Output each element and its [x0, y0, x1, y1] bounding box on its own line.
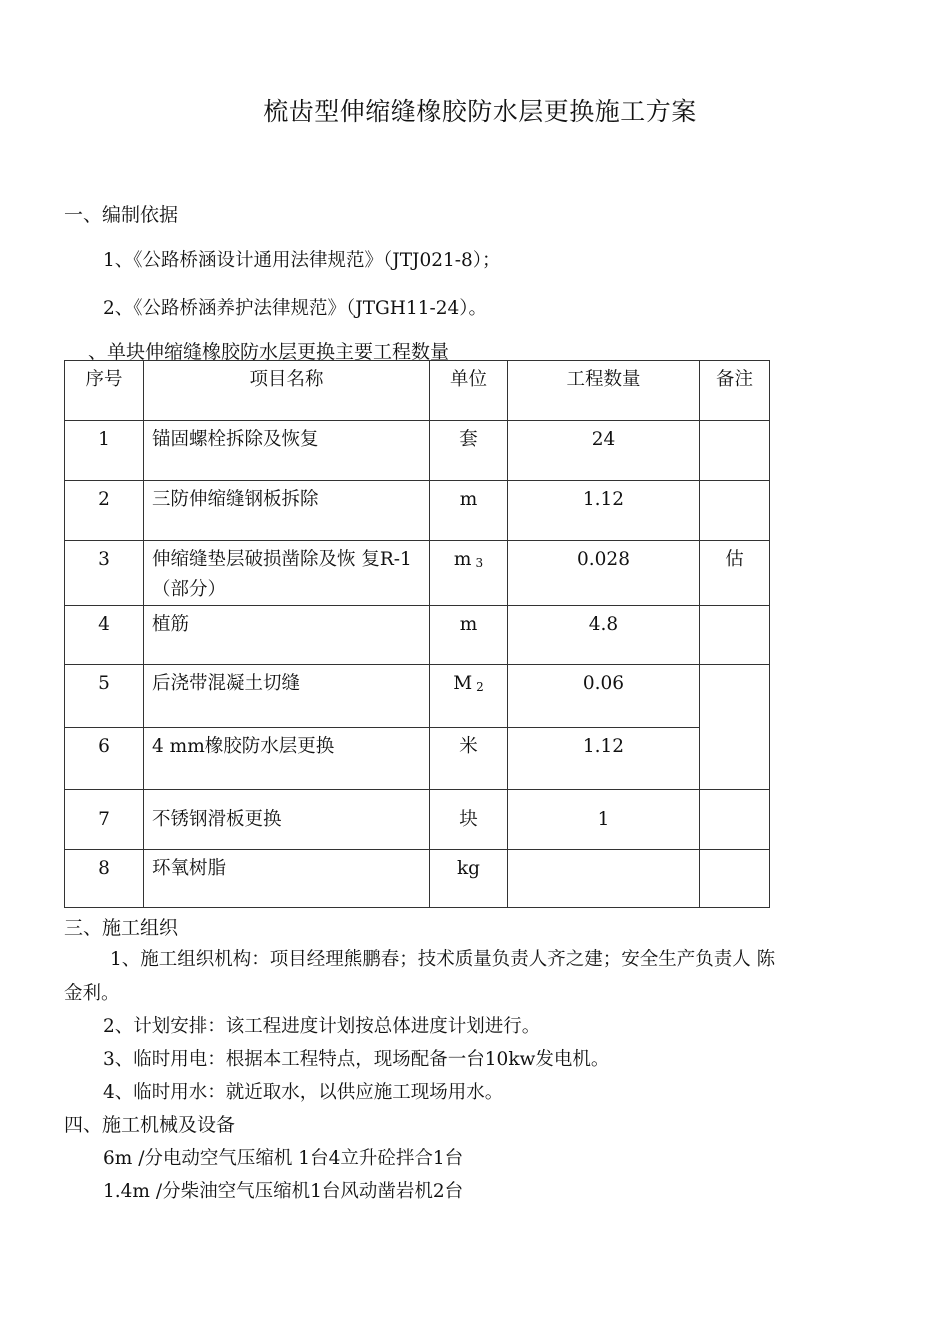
cell-qty: 24 [508, 421, 700, 481]
cell-qty: 0.06 [508, 665, 700, 728]
cell-note: 估 [700, 541, 770, 606]
cell-note [700, 850, 770, 908]
equipment-line-1: 6m /分电动空气压缩机 1台4立升砼拌合1台 [103, 1148, 464, 1169]
cell-unit: m [430, 481, 508, 541]
cell-name: 环氧树脂 [144, 850, 430, 908]
cell-note [700, 421, 770, 481]
unit-superscript: 2 [476, 680, 484, 694]
header-unit: 单位 [430, 361, 508, 421]
cell-no: 7 [65, 790, 144, 850]
cell-no: 3 [65, 541, 144, 606]
equipment-line-2: 1.4m /分柴油空气压缩机1台风动凿岩机2台 [103, 1181, 464, 1202]
cell-qty [508, 850, 700, 908]
unit-text: m [453, 549, 472, 570]
cell-name: 后浇带混凝土切缝 [144, 665, 430, 728]
cell-no: 2 [65, 481, 144, 541]
cell-no: 4 [65, 606, 144, 665]
reference-item-1: 1、《公路桥涵设计通用法律规范》（JTJ021-8）； [103, 250, 501, 271]
table-row [65, 790, 770, 850]
table-row [65, 606, 770, 665]
table-row [65, 665, 770, 728]
table-row [65, 850, 770, 908]
cell-no: 8 [65, 850, 144, 908]
header-qty: 工程数量 [508, 361, 700, 421]
cell-unit: m [430, 606, 508, 665]
cell-name: 三防伸缩缝钢板拆除 [144, 481, 430, 541]
cell-unit [430, 665, 508, 728]
cell-qty: 1.12 [508, 481, 700, 541]
table-row [65, 728, 770, 790]
organization-item-3: 3、临时用电：根据本工程特点，现场配备一台10kw发电机。 [103, 1049, 610, 1070]
unit-text: M [453, 673, 473, 694]
cell-no: 1 [65, 421, 144, 481]
cell-name: 植筋 [144, 606, 430, 665]
reference-item-2: 2、《公路桥涵养护法律规范》（JTGH11-24）。 [103, 298, 488, 319]
cell-note [700, 790, 770, 850]
header-note: 备注 [700, 361, 770, 421]
cell-note [700, 606, 770, 665]
cell-unit: kg [430, 850, 508, 908]
cell-unit: 块 [430, 790, 508, 850]
organization-item-2: 2、计划安排：该工程进度计划按总体进度计划进行。 [103, 1016, 541, 1037]
cell-unit: 米 [430, 728, 508, 790]
cell-unit: 套 [430, 421, 508, 481]
cell-unit [430, 541, 508, 606]
cell-name: 伸缩缝垫层破损凿除及恢 复R-1（部分） [144, 541, 430, 606]
header-no: 序号 [65, 361, 144, 421]
cell-name: 不锈钢滑板更换 [144, 790, 430, 850]
cell-note [700, 481, 770, 541]
header-name: 项目名称 [144, 361, 430, 421]
quantity-table [64, 360, 770, 908]
cell-qty: 0.028 [508, 541, 700, 606]
cell-qty: 4.8 [508, 606, 700, 665]
section-2-heading: 、单块伸缩缝橡胶防水层更换主要工程数量 [88, 341, 450, 363]
section-3-heading: 三、施工组织 [64, 917, 179, 939]
table-header-row [65, 361, 770, 421]
cell-no: 5 [65, 665, 144, 728]
section-4-heading: 四、施工机械及设备 [64, 1114, 236, 1136]
cell-no: 6 [65, 728, 144, 790]
section-1-heading: 一、编制依据 [64, 204, 179, 226]
organization-item-1-cont: 金利。 [64, 983, 120, 1004]
cell-name: 4 mm橡胶防水层更换 [144, 728, 430, 790]
cell-qty: 1 [508, 790, 700, 850]
organization-item-4: 4、临时用水：就近取水，以供应施工现场用水。 [103, 1082, 504, 1103]
organization-item-1: 1、施工组织机构：项目经理熊鹏春；技术质量负责人齐之建；安全生产负责人 陈 [110, 949, 776, 970]
cell-qty: 1.12 [508, 728, 700, 790]
table-row [65, 421, 770, 481]
table-row [65, 541, 770, 606]
unit-superscript: 3 [475, 556, 484, 570]
cell-name: 锚固螺栓拆除及恢复 [144, 421, 430, 481]
cell-note [700, 665, 770, 790]
table-row [65, 481, 770, 541]
page-title: 梳齿型伸缩缝橡胶防水层更换施工方案 [263, 97, 697, 126]
